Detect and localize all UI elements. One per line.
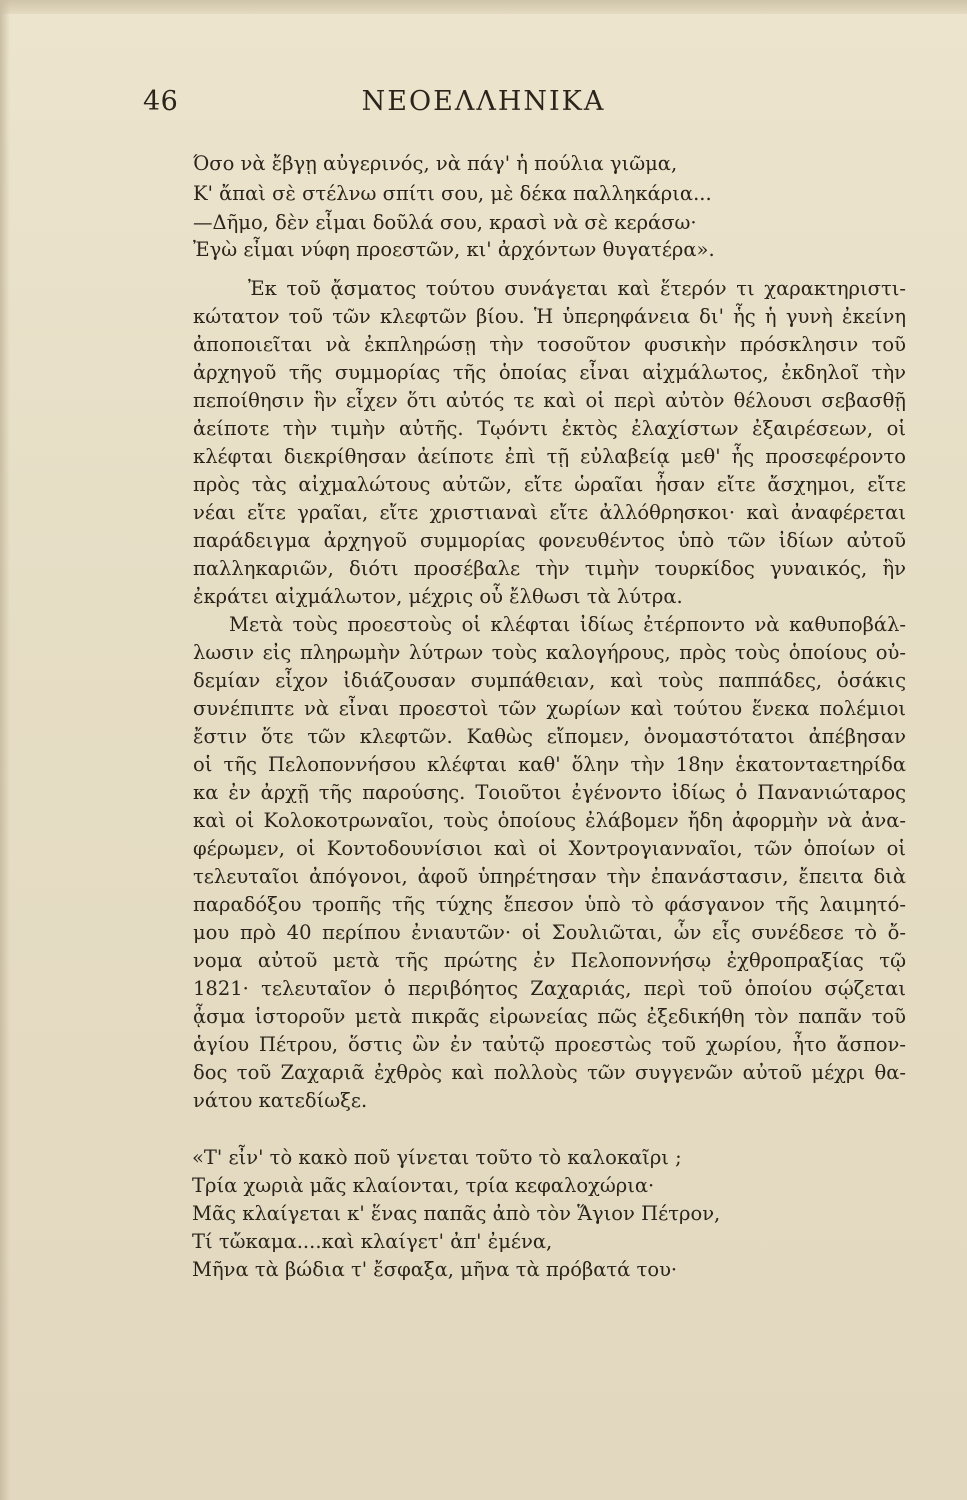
prose-line: δος τοῦ Ζαχαριᾶ ἐχθρὸς καὶ πολλοὺς τῶν συγγενῶν αὐτοῦ μέχρι θα- <box>193 1061 906 1084</box>
prose-line: οἱ τῆς Πελοποννήσου κλέφται καθ' ὅλην τὴν 18ην ἑκατονταετηρίδα <box>193 753 906 776</box>
prose-line: πεποίθησιν ἣν εἶχεν ὅτι αὐτός τε καὶ οἱ περὶ αὐτὸν θέλουσι σεβασθῇ <box>193 389 906 412</box>
verse-line: Κ' ἄπαὶ σὲ στέλνω σπίτι σου, μὲ δέκα παλληκάρια... <box>193 182 712 205</box>
prose-line: Μετὰ τοὺς προεστοὺς οἱ κλέφται ἰδίως ἐτέρποντο νὰ καθυποβάλ- <box>229 613 906 636</box>
prose-line: 1821· τελευταῖον ὁ περιβόητος Ζαχαριάς, περὶ τοῦ ὁποίου σῴζεται <box>193 977 906 1000</box>
prose-line: ἔστιν ὅτε τῶν κλεφτῶν. Καθὼς εἴπομεν, ὀνομαστότατοι ἀπέβησαν <box>193 725 906 748</box>
prose-line: δεμίαν εἶχον ἰδιάζουσαν συμπάθειαν, καὶ τοὺς παππάδες, ὁσάκις <box>193 669 906 692</box>
verse-line: Μᾶς κλαίγεται κ' ἕνας παπᾶς ἀπὸ τὸν Ἅγιον Πέτρον, <box>192 1202 721 1225</box>
page-number: 46 <box>143 86 179 117</box>
verse-line: Μῆνα τὰ βώδια τ' ἔσφαξα, μῆνα τὰ πρόβατά του· <box>192 1258 678 1281</box>
prose-line: παλληκαριῶν, διότι προσέβαλε τὴν τιμὴν τουρκίδος γυναικός, ἣν <box>193 557 906 580</box>
prose-line: λωσιν εἰς πληρωμὴν λύτρων τοὺς καλογήρους, πρὸς τοὺς ὁποίους οὐ- <box>193 641 906 664</box>
verse-line: —Δῆμο, δὲν εἶμαι δοῦλά σου, κρασὶ νὰ σὲ κεράσω· <box>193 211 697 234</box>
prose-line: παράδειγμα ἀρχηγοῦ συμμορίας φονευθέντος ὑπὸ τῶν ἰδίων αὐτοῦ <box>193 529 906 552</box>
prose-line: κώτατον τοῦ τῶν κλεφτῶν βίου. Ἡ ὑπερηφάνεια δι' ἧς ἡ γυνὴ ἐκείνη <box>193 305 906 328</box>
verse-line: Ἐγὼ εἶμαι νύφη προεστῶν, κι' ἀρχόντων θυγατέρα». <box>193 238 715 261</box>
verse-line: Τί τὤκαμα....καὶ κλαίγετ' ἀπ' ἐμένα, <box>192 1230 553 1253</box>
prose-line: νέαι εἴτε γραῖαι, εἴτε χριστιαναὶ εἴτε ἀλλόθρησκοι· καὶ ἀναφέρεται <box>193 501 906 524</box>
page-binding-shadow <box>0 0 10 1500</box>
prose-line: νομα αὐτοῦ μετὰ τῆς πρώτης ἐν Πελοποννήσῳ ἐχθροπραξίας τῷ <box>193 949 906 972</box>
prose-line: ἀποποιεῖται νὰ ἐκπληρώσῃ τὴν τοσοῦτον φυσικὴν πρόσκλησιν τοῦ <box>193 333 906 356</box>
prose-line: ἀείποτε τὴν τιμὴν αὐτῆς. Τῳόντι ἐκτὸς ἐλαχίστων ἐξαιρέσεων, οἱ <box>193 417 906 440</box>
prose-line: πρὸς τὰς αἰχμαλώτους αὐτῶν, εἴτε ὡραῖαι ἦσαν εἴτε ἄσχημοι, εἴτε <box>193 473 906 496</box>
prose-line: ᾆσμα ἱστοροῦν μετὰ πικρᾶς εἰρωνείας πῶς ἐξεδικήθη τὸν παπᾶν τοῦ <box>193 1005 906 1028</box>
prose-line: φέρωμεν, οἱ Κοντοδουνίσιοι καὶ οἱ Χοντρογιανναῖοι, τῶν ὁποίων οἱ <box>193 837 906 860</box>
prose-line: συνέπιπτε νὰ εἶναι προεστοὶ τῶν χωρίων καὶ τούτου ἕνεκα πολέμιοι <box>193 697 906 720</box>
prose-line: ἁγίου Πέτρου, ὅστις ὢν ἐν ταὐτῷ προεστὼς τοῦ χωρίου, ἦτο ἄσπον- <box>193 1033 906 1056</box>
prose-line: μου πρὸ 40 περίπου ἐνιαυτῶν· οἱ Σουλιῶται, ὧν εἷς συνέδεσε τὸ ὄ- <box>193 921 906 944</box>
prose-line: κα ἐν ἀρχῇ τῆς παρούσης. Τοιοῦτοι ἐγένοντο ἰδίως ὁ Πανανιώταρος <box>193 781 906 804</box>
verse-line: «Τ' εἶν' τὸ κακὸ ποῦ γίνεται τοῦτο τὸ καλοκαῖρι ; <box>192 1146 682 1169</box>
prose-line: ἀρχηγοῦ τῆς συμμορίας τῆς ὁποίας εἶναι αἰχμάλωτος, ἐκδηλοῖ τὴν <box>193 361 906 384</box>
prose-line: Ἐκ τοῦ ᾄσματος τούτου συνάγεται καὶ ἕτερόν τι χαρακτηριστι- <box>248 277 906 300</box>
verse-line: Τρία χωριὰ μᾶς κλαίονται, τρία κεφαλοχώρια· <box>192 1174 655 1197</box>
prose-line: κλέφται διεκρίθησαν ἀείποτε ἐπὶ τῇ εὐλαβείᾳ μεθ' ἧς προσεφέροντο <box>193 445 906 468</box>
prose-line: τελευταῖοι ἀπόγονοι, ἀφοῦ ὑπηρέτησαν τὴν ἐπανάστασιν, ἔπειτα διὰ <box>193 865 906 888</box>
verse-line: Όσο νὰ ἔβγῃ αὐγερινός, νὰ πάγ' ἡ πούλια γιῶμα, <box>193 152 678 175</box>
page-header <box>0 86 967 126</box>
running-title: ΝΕΟΕΛΛΗΝΙΚΑ <box>361 86 606 117</box>
prose-line: νάτου κατεδίωξε. <box>193 1089 368 1112</box>
prose-line: καὶ οἱ Κολοκοτρωναῖοι, τοὺς ὁποίους ἐλάβομεν ἤδη ἀφορμὴν νὰ ἀνα- <box>193 809 906 832</box>
prose-line: παραδόξου τροπῆς τῆς τύχης ἔπεσον ὑπὸ τὸ φάσγανον τῆς λαιμητό- <box>193 893 906 916</box>
prose-line: ἐκράτει αἰχμάλωτον, μέχρις οὗ ἔλθωσι τὰ λύτρα. <box>193 585 683 608</box>
page-top-edge <box>0 0 967 14</box>
